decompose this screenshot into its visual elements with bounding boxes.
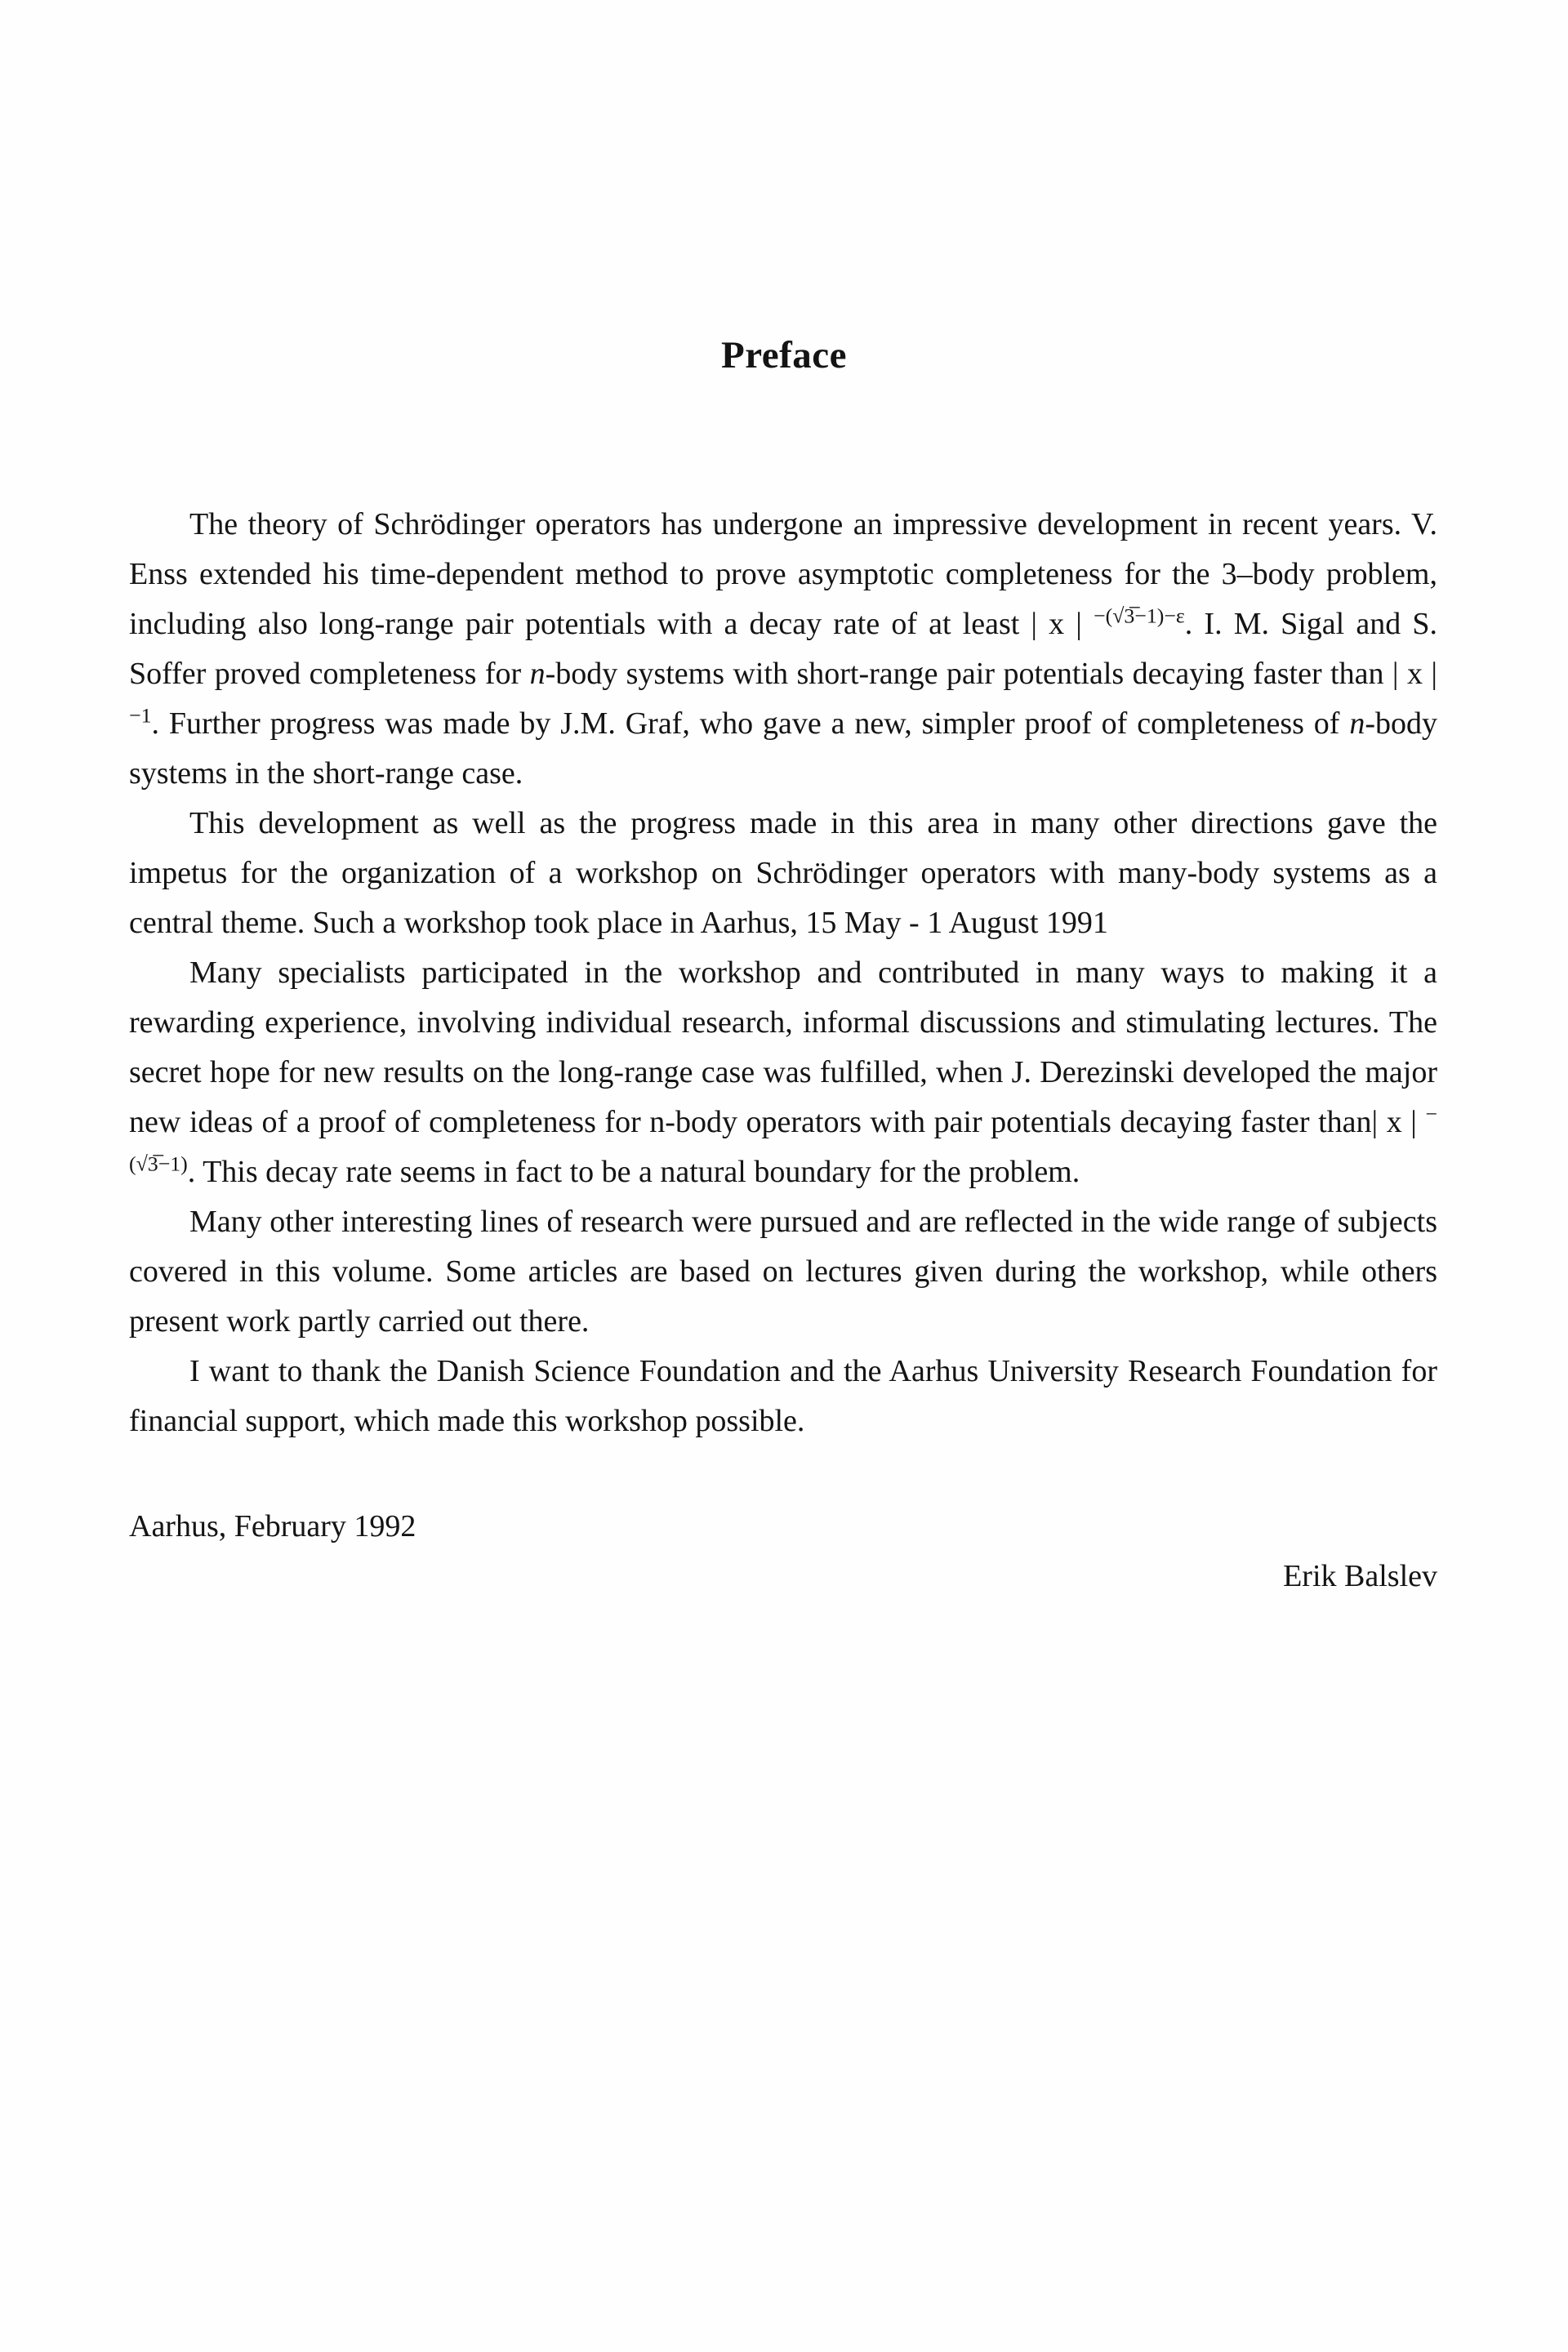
paragraph-2: This development as well as the progress made in this area in many other directions gave the impetus for the organization of a workshop on Schrödinger operators with many-body systems as a central theme. Such a workshop took place in Aarhus, 15 May - 1 August 1991 xyxy=(129,806,1437,940)
page-title: Preface xyxy=(721,334,847,376)
paragraph-5: I want to thank the Danish Science Foundation and the Aarhus University Research Foundation for financial support, which made this workshop possible. xyxy=(129,1354,1437,1438)
signature: Erik Balslev xyxy=(1283,1559,1437,1593)
paragraph-3: Many specialists participated in the workshop and contributed in many ways to making it a rewarding experience, involving individual research, informal discussions and stimulating lectures. The secret hope for new results on the long-range case was fulfilled, when J. Derezinski developed the major new ideas of a proof of completeness for n-body operators with pair potentials decaying faster than| x | $^{-(√3̅-1)}$. This decay rate seems in fact to be a natural boundary for the problem. xyxy=(129,956,1437,1189)
paragraph-1: The theory of Schrödinger operators has undergone an impressive development in recent years. V. Enss extended his time-dependent method to prove asymptotic completeness for the 3–body problem, including also long-range pair potentials with a decay rate of at least | x | $^{-(√3̅-1)-\varepsilon}$. I. M. Sigal and S. Soffer proved completeness for n-body systems with short-range pair potentials decaying faster than | x | $^{-1}$. Further progress was made by J.M. Graf, who gave a new, simpler proof of completeness of n-body systems in the short-range case. xyxy=(129,507,1437,791)
dateline: Aarhus, February 1992 xyxy=(129,1509,416,1544)
paragraph-4: Many other interesting lines of research were pursued and are reflected in the wide range of subjects covered in this volume. Some articles are based on lectures given during the workshop, while others present work partly carried out there. xyxy=(129,1205,1437,1339)
preface-body xyxy=(129,500,1437,1601)
